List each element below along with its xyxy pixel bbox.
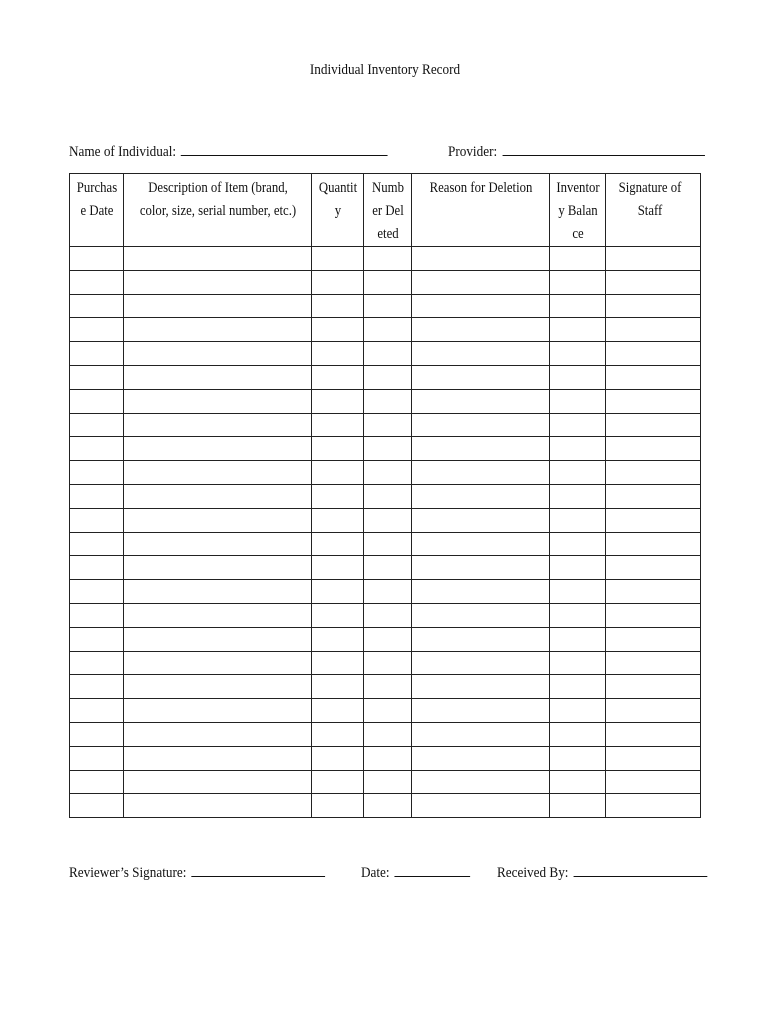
table-cell[interactable]	[550, 389, 606, 413]
table-cell[interactable]	[124, 508, 312, 532]
table-cell[interactable]	[606, 675, 701, 699]
table-cell[interactable]	[312, 675, 364, 699]
table-cell[interactable]	[606, 603, 701, 627]
table-cell[interactable]	[364, 389, 412, 413]
table-cell[interactable]	[124, 532, 312, 556]
table-cell[interactable]	[70, 794, 124, 818]
table-cell[interactable]	[312, 437, 364, 461]
provider-field	[448, 141, 705, 161]
received-by-blank[interactable]	[574, 862, 708, 877]
table-row	[70, 699, 701, 723]
table-cell[interactable]	[412, 342, 550, 366]
table-cell[interactable]	[606, 722, 701, 746]
table-row	[70, 318, 701, 342]
table-cell[interactable]	[606, 508, 701, 532]
table-row	[70, 722, 701, 746]
table-cell[interactable]	[364, 270, 412, 294]
table-cell[interactable]	[124, 651, 312, 675]
table-cell[interactable]	[550, 699, 606, 723]
table-cell[interactable]	[312, 270, 364, 294]
table-row	[70, 389, 701, 413]
table-cell[interactable]	[412, 508, 550, 532]
table-row	[70, 627, 701, 651]
table-header-row	[70, 174, 701, 247]
table-cell[interactable]	[70, 413, 124, 437]
col-header-number-deleted: Number Deleted	[364, 174, 412, 247]
table-cell[interactable]	[364, 722, 412, 746]
col-header-description: Description of Item (brand, color, size, serial number, etc.)	[124, 174, 312, 247]
table-cell[interactable]	[550, 461, 606, 485]
table-cell[interactable]	[550, 675, 606, 699]
table-cell[interactable]	[606, 365, 701, 389]
table-cell[interactable]	[364, 627, 412, 651]
table-cell[interactable]	[412, 556, 550, 580]
table-cell[interactable]	[412, 437, 550, 461]
table-row	[70, 365, 701, 389]
table-cell[interactable]	[364, 651, 412, 675]
table-cell[interactable]	[70, 603, 124, 627]
inventory-table	[69, 173, 701, 818]
table-row	[70, 794, 701, 818]
table-cell[interactable]	[412, 722, 550, 746]
table-cell[interactable]	[124, 365, 312, 389]
table-row	[70, 437, 701, 461]
table-cell[interactable]	[364, 508, 412, 532]
provider-label: Provider:	[448, 144, 498, 160]
table-row	[70, 508, 701, 532]
table-cell[interactable]	[364, 770, 412, 794]
table-cell[interactable]	[312, 318, 364, 342]
reviewer-signature-field	[69, 862, 325, 882]
table-cell[interactable]	[124, 247, 312, 271]
table-cell[interactable]	[70, 437, 124, 461]
table-cell[interactable]	[606, 389, 701, 413]
table-cell[interactable]	[312, 532, 364, 556]
table-cell[interactable]	[312, 247, 364, 271]
table-cell[interactable]	[70, 389, 124, 413]
table-cell[interactable]	[312, 722, 364, 746]
table-cell[interactable]	[70, 247, 124, 271]
table-cell[interactable]	[70, 746, 124, 770]
table-cell[interactable]	[124, 770, 312, 794]
table-cell[interactable]	[312, 342, 364, 366]
table-cell[interactable]	[412, 294, 550, 318]
table-cell[interactable]	[550, 294, 606, 318]
table-cell[interactable]	[124, 389, 312, 413]
table-row	[70, 746, 701, 770]
table-cell[interactable]	[312, 365, 364, 389]
table-cell[interactable]	[364, 699, 412, 723]
table-cell[interactable]	[550, 746, 606, 770]
table-cell[interactable]	[124, 318, 312, 342]
table-cell[interactable]	[412, 651, 550, 675]
table-cell[interactable]	[124, 675, 312, 699]
table-cell[interactable]	[70, 484, 124, 508]
table-cell[interactable]	[550, 603, 606, 627]
table-cell[interactable]	[364, 461, 412, 485]
table-cell[interactable]	[312, 627, 364, 651]
table-row	[70, 770, 701, 794]
table-cell[interactable]	[124, 699, 312, 723]
table-cell[interactable]	[550, 580, 606, 604]
table-cell[interactable]	[550, 794, 606, 818]
table-cell[interactable]	[124, 437, 312, 461]
table-cell[interactable]	[606, 247, 701, 271]
table-cell[interactable]	[124, 580, 312, 604]
table-cell[interactable]	[412, 746, 550, 770]
table-cell[interactable]	[412, 794, 550, 818]
table-cell[interactable]	[312, 699, 364, 723]
table-cell[interactable]	[606, 651, 701, 675]
table-cell[interactable]	[364, 365, 412, 389]
table-cell[interactable]	[70, 342, 124, 366]
table-cell[interactable]	[412, 699, 550, 723]
table-cell[interactable]	[364, 318, 412, 342]
table-cell[interactable]	[124, 270, 312, 294]
table-cell[interactable]	[70, 508, 124, 532]
table-row	[70, 270, 701, 294]
table-cell[interactable]	[550, 532, 606, 556]
table-cell[interactable]	[70, 270, 124, 294]
table-row	[70, 532, 701, 556]
table-cell[interactable]	[606, 461, 701, 485]
table-cell[interactable]	[312, 508, 364, 532]
table-cell[interactable]	[606, 484, 701, 508]
table-cell[interactable]	[124, 342, 312, 366]
received-by-field	[497, 862, 707, 882]
table-row	[70, 342, 701, 366]
name-of-individual-field	[69, 141, 388, 161]
table-cell[interactable]	[124, 484, 312, 508]
table-row	[70, 603, 701, 627]
table-row	[70, 247, 701, 271]
table-cell[interactable]	[606, 437, 701, 461]
table-cell[interactable]	[606, 413, 701, 437]
table-cell[interactable]	[412, 532, 550, 556]
reviewer-signature-label: Reviewer’s Signature:	[69, 865, 187, 881]
table-cell[interactable]	[364, 342, 412, 366]
table-cell[interactable]	[70, 556, 124, 580]
table-cell[interactable]	[364, 746, 412, 770]
table-cell[interactable]	[412, 770, 550, 794]
table-cell[interactable]	[550, 627, 606, 651]
table-cell[interactable]	[606, 532, 701, 556]
table-cell[interactable]	[412, 413, 550, 437]
table-cell[interactable]	[312, 556, 364, 580]
table-cell[interactable]	[550, 247, 606, 271]
table-cell[interactable]	[606, 270, 701, 294]
table-row	[70, 294, 701, 318]
table-cell[interactable]	[70, 580, 124, 604]
table-cell[interactable]	[606, 770, 701, 794]
table-cell[interactable]	[412, 318, 550, 342]
table-row	[70, 461, 701, 485]
table-cell[interactable]	[312, 651, 364, 675]
table-cell[interactable]	[70, 699, 124, 723]
table-cell[interactable]	[364, 794, 412, 818]
table-cell[interactable]	[606, 746, 701, 770]
table-cell[interactable]	[70, 770, 124, 794]
table-cell[interactable]	[312, 603, 364, 627]
table-row	[70, 675, 701, 699]
table-cell[interactable]	[124, 746, 312, 770]
table-cell[interactable]	[412, 365, 550, 389]
table-cell[interactable]	[412, 675, 550, 699]
table-cell[interactable]	[364, 556, 412, 580]
table-cell[interactable]	[364, 675, 412, 699]
table-cell[interactable]	[124, 294, 312, 318]
received-by-label: Received By:	[497, 865, 569, 881]
col-header-signature-of-staff: Signature of Staff	[606, 174, 701, 247]
table-cell[interactable]	[412, 603, 550, 627]
table-row	[70, 484, 701, 508]
inventory-table-body	[70, 247, 701, 818]
table-cell[interactable]	[312, 461, 364, 485]
table-cell[interactable]	[412, 247, 550, 271]
table-cell[interactable]	[550, 556, 606, 580]
table-cell[interactable]	[70, 365, 124, 389]
col-header-reason-for-deletion: Reason for Deletion	[412, 174, 550, 247]
table-cell[interactable]	[312, 389, 364, 413]
table-cell[interactable]	[70, 675, 124, 699]
table-row	[70, 651, 701, 675]
table-cell[interactable]	[550, 770, 606, 794]
table-cell[interactable]	[412, 627, 550, 651]
table-cell[interactable]	[550, 651, 606, 675]
col-header-purchase-date: Purchase Date	[70, 174, 124, 247]
table-cell[interactable]	[70, 651, 124, 675]
table-cell[interactable]	[364, 294, 412, 318]
reviewer-signature-blank[interactable]	[191, 862, 325, 877]
table-cell[interactable]	[312, 294, 364, 318]
table-cell[interactable]	[70, 722, 124, 746]
table-cell[interactable]	[312, 413, 364, 437]
table-cell[interactable]	[606, 794, 701, 818]
table-cell[interactable]	[550, 270, 606, 294]
table-cell[interactable]	[412, 484, 550, 508]
table-cell[interactable]	[550, 413, 606, 437]
table-cell[interactable]	[124, 556, 312, 580]
name-of-individual-blank[interactable]	[181, 141, 388, 156]
table-cell[interactable]	[606, 556, 701, 580]
table-cell[interactable]	[124, 722, 312, 746]
table-cell[interactable]	[550, 318, 606, 342]
table-cell[interactable]	[550, 437, 606, 461]
table-cell[interactable]	[364, 437, 412, 461]
table-cell[interactable]	[412, 580, 550, 604]
table-cell[interactable]	[70, 532, 124, 556]
table-cell[interactable]	[412, 270, 550, 294]
table-cell[interactable]	[364, 484, 412, 508]
date-field	[361, 862, 470, 882]
table-cell[interactable]	[70, 294, 124, 318]
table-cell[interactable]	[364, 580, 412, 604]
table-cell[interactable]	[124, 461, 312, 485]
table-cell[interactable]	[312, 770, 364, 794]
table-cell[interactable]	[550, 342, 606, 366]
table-cell[interactable]	[124, 603, 312, 627]
table-cell[interactable]	[70, 318, 124, 342]
col-header-quantity: Quantity	[312, 174, 364, 247]
table-cell[interactable]	[606, 342, 701, 366]
table-cell[interactable]	[606, 294, 701, 318]
table-cell[interactable]	[550, 722, 606, 746]
date-label: Date:	[361, 865, 390, 881]
table-cell[interactable]	[312, 484, 364, 508]
table-row	[70, 580, 701, 604]
table-cell[interactable]	[550, 484, 606, 508]
table-cell[interactable]	[606, 318, 701, 342]
provider-blank[interactable]	[502, 141, 704, 156]
date-blank[interactable]	[395, 862, 471, 877]
table-cell[interactable]	[606, 580, 701, 604]
table-cell[interactable]	[364, 413, 412, 437]
table-cell[interactable]	[124, 413, 312, 437]
col-header-inventory-balance: Inventory Balance	[550, 174, 606, 247]
table-cell[interactable]	[124, 627, 312, 651]
table-cell[interactable]	[550, 365, 606, 389]
table-cell[interactable]	[70, 627, 124, 651]
table-cell[interactable]	[70, 461, 124, 485]
table-cell[interactable]	[364, 532, 412, 556]
table-row	[70, 413, 701, 437]
table-cell[interactable]	[606, 699, 701, 723]
table-cell[interactable]	[412, 389, 550, 413]
table-cell[interactable]	[364, 603, 412, 627]
table-cell[interactable]	[606, 627, 701, 651]
table-cell[interactable]	[550, 508, 606, 532]
table-cell[interactable]	[312, 746, 364, 770]
table-cell[interactable]	[124, 794, 312, 818]
name-of-individual-label: Name of Individual:	[69, 144, 177, 160]
table-row	[70, 556, 701, 580]
table-cell[interactable]	[312, 580, 364, 604]
table-cell[interactable]	[364, 247, 412, 271]
table-cell[interactable]	[312, 794, 364, 818]
page-title: Individual Inventory Record	[309, 62, 461, 78]
table-cell[interactable]	[412, 461, 550, 485]
